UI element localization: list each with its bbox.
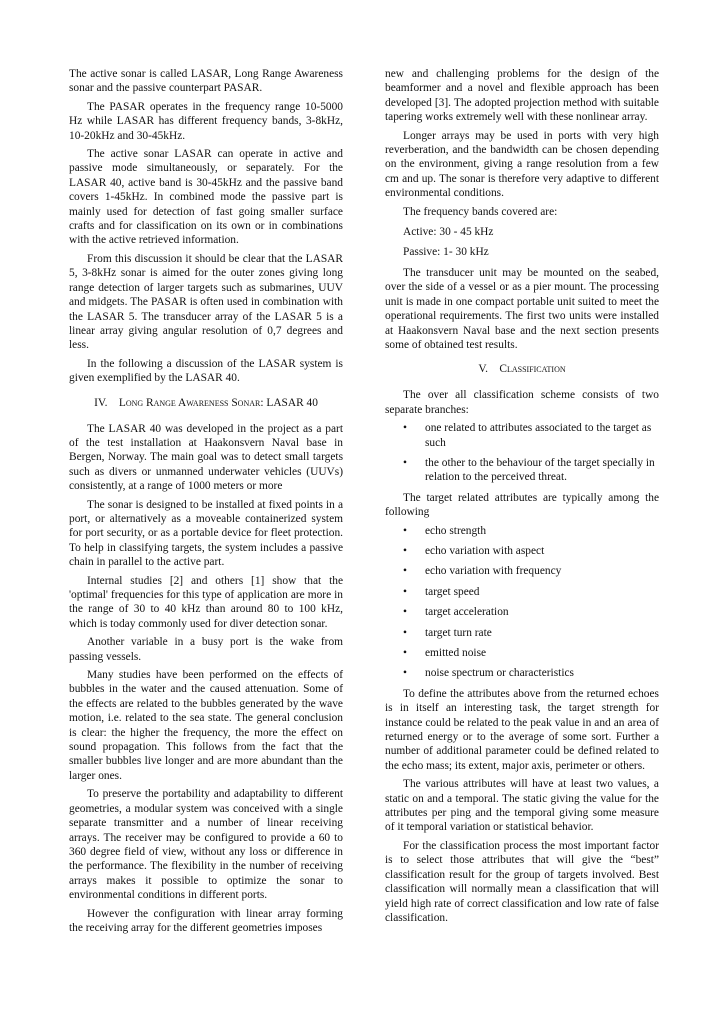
list-item: • the other to the behaviour of the target specially in relation to the perceived threat.	[403, 456, 655, 484]
list-item: • noise spectrum or characteristics	[403, 667, 574, 680]
frequency-active: Active: 30 - 45 kHz	[403, 226, 494, 239]
section-title-tail: : LASAR 40	[260, 396, 318, 409]
paragraph: Internal studies [2] and others [1] show that the 'optimal' frequencies for this type of application are more in the range of 30 to 40 kHz than around 80 to 100 kHz, which is today commonly used for diver detection sonar.	[69, 574, 343, 630]
paragraph: The PASAR operates in the frequency range 10-5000 Hz while LASAR has different frequency bands, 3-8kHz, 10-20kHz and 30-45kHz.	[69, 100, 343, 142]
section-heading-v	[385, 362, 659, 376]
paragraph: The transducer unit may be mounted on the seabed, over the side of a vessel or as a pier mount. The processing unit is made in one compact portable unit suited to meet the operational requirements. The first two units were installed at Haakonsvern Naval base and the next section presents some of obtained test results.	[385, 266, 659, 351]
paragraph: In the following a discussion of the LASAR system is given exemplified by the LASAR 40.	[69, 357, 343, 385]
bullet-icon: •	[403, 647, 407, 659]
list-item: • target speed	[403, 585, 480, 598]
list-item: • one related to attributes associated to the target as such	[403, 422, 652, 449]
branches-list	[385, 421, 659, 485]
attributes-list	[385, 524, 659, 681]
paragraph: To preserve the portability and adaptability to different geometries, a modular system was conceived with a single separate transmitter and a number of linear receiving arrays. The receiver may be configured to provide a 60 to 360 degree field of view, without any loss or difference in the performance. The flexibility in the number of receiving arrays makes it possible to optimize the sonar to environmental conditions in different ports.	[69, 788, 343, 902]
bullet-icon: •	[403, 544, 407, 557]
paragraph: The active sonar LASAR can operate in active and passive mode simultaneously, or separately. For the LASAR 40, active band is 30-45kHz and the passive band covers 1-45kHz. In combined mode the passive part is mainly used for detection of fast going smaller surface crafts and for classification on its own or in combinations with the active retrieved information.	[69, 148, 343, 247]
bullet-icon: •	[403, 585, 407, 598]
paragraph: Longer arrays may be used in ports with very high reverberation, and the bandwidth can be chosen depending on the environment, giving a range resolution from a few cm and up. The sonar is therefore very adaptive to different environmental conditions.	[385, 129, 659, 200]
paragraph: The active sonar is called LASAR, Long Range Awareness sonar and the passive counterpart PASAR.	[69, 68, 343, 95]
left-column	[69, 67, 343, 939]
list-item: • target turn rate	[403, 626, 492, 639]
bullet-icon: •	[403, 606, 407, 619]
paragraph: To define the attributes above from the returned echoes is in itself an interesting task, the target strength for instance could be related to the peak value in and an area of returned energy or to the average of some sort. Further a number of additional parameter could be defined related to the echo mass; its extent, major axis, perimeter or others.	[385, 687, 659, 772]
list-item: • emitted noise	[403, 647, 487, 659]
paragraph: The LASAR 40 was developed in the project as a part of the test installation at Haakonsvern Naval base in Bergen, Norway. The main goal was to detect small targets such as divers or unmanned underwater vehicles (UUVs) consistently, at a range of 1000 meters or more	[69, 422, 343, 493]
frequency-bands-intro: The frequency bands covered are:	[403, 205, 558, 218]
paragraph: Another variable in a busy port is the wake from passing vessels.	[69, 636, 343, 663]
paragraph: However the configuration with linear array forming the receiving array for the different geometries imposes	[69, 907, 343, 934]
bullet-icon: •	[403, 667, 407, 680]
paragraph: The target related attributes are typically among the following	[385, 491, 659, 519]
bullet-icon: •	[403, 456, 407, 469]
paragraph: new and challenging problems for the design of the beamformer and a novel and flexible approach has been developed [3]. The adopted projection method with suitable tapering works extremely well with these nonlinear array.	[385, 68, 659, 124]
paragraph: From this discussion it should be clear that the LASAR 5, 3-8kHz sonar is aimed for the outer zones giving long range detection of larger targets such as submarines, UUV and midgets. The PASAR is often used in combination with the LASAR 5. The transducer array of the LASAR 5 is a linear array giving angular resolution of 0,7 degrees and less.	[69, 252, 343, 352]
section-title: Long Range Awareness Sonar	[118, 396, 261, 409]
section-title: Classification	[499, 363, 566, 376]
paragraph: For the classification process the most important factor is to select those attributes that will give the “best” classification result for the group of targets involved. Best classification will normally mean a classification that will yield high rate of correct classification and low rate of false classification.	[385, 839, 659, 924]
list-item: • echo variation with frequency	[403, 565, 562, 578]
frequency-passive: Passive: 1- 30 kHz	[403, 246, 489, 259]
list-item: • target acceleration	[403, 606, 509, 619]
bullet-icon: •	[403, 565, 407, 578]
right-column	[385, 67, 659, 929]
section-heading-iv	[69, 396, 343, 410]
list-item: • echo strength	[403, 524, 487, 537]
list-item: • echo variation with aspect	[403, 544, 545, 557]
bullet-icon: •	[403, 524, 407, 537]
paragraph: The over all classification scheme consists of two separate branches:	[385, 389, 659, 416]
section-number: V.	[478, 363, 488, 376]
paragraph: The various attributes will have at least two values, a static on and a temporal. The static giving the value for the attributes per ping and the temporal giving some measure of it temporal variation or statistical behavior.	[385, 778, 659, 834]
paragraph: Many studies have been performed on the effects of bubbles in the water and the caused attenuation. Some of the effects are related to the bubbles generated by the wave motion, i.e. related to the sea state. The general conclusion is clear: the higher the frequency, the more the effect on sound propagation. This follows from the fact that the smaller bubbles live longer and are more abundant than the larger ones.	[69, 669, 343, 782]
paragraph: The sonar is designed to be installed at fixed points in a port, or alternatively as a moveable containerized system for port security, or as a portable device for fleet protection. To help in classifying targets, the system includes a passive chain in parallel to the active part.	[69, 498, 343, 569]
bullet-icon: •	[403, 626, 407, 639]
bullet-icon: •	[403, 422, 407, 435]
section-number: IV.	[94, 396, 108, 409]
